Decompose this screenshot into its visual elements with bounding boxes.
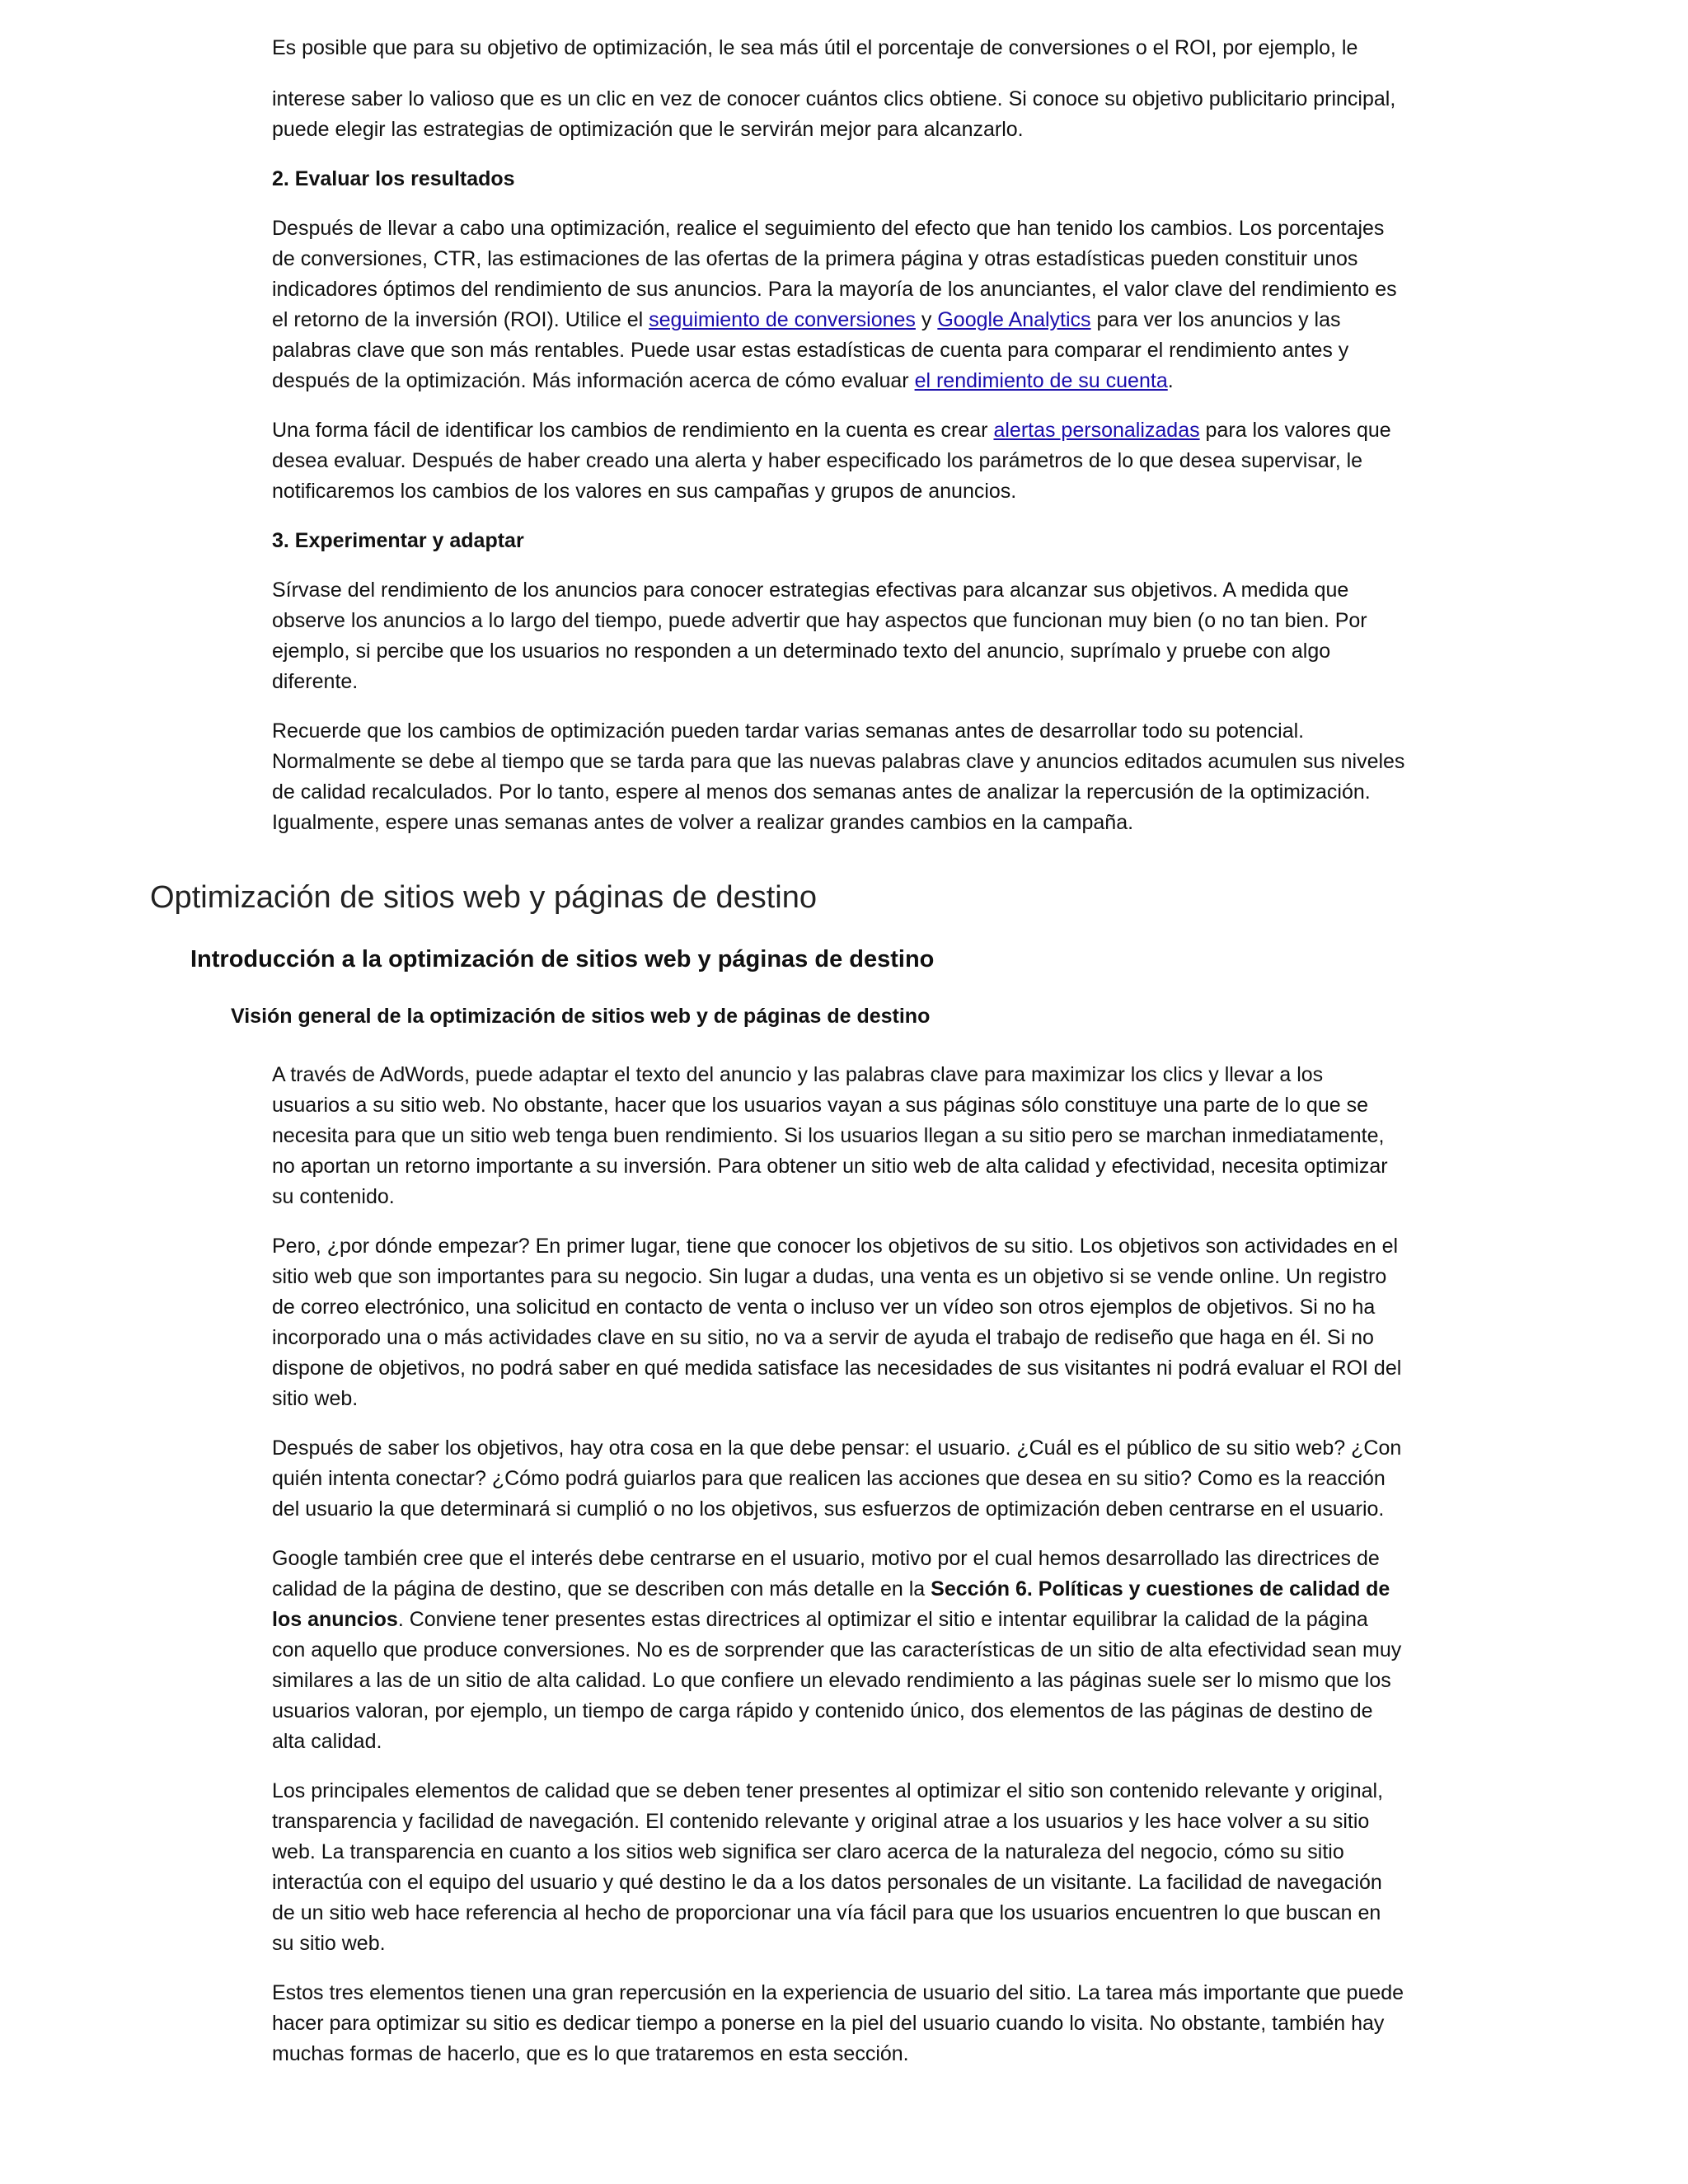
paragraph: A través de AdWords, puede adaptar el texto del anuncio y las palabras clave para maximizar los clics y llevar a los usuarios a su sitio web. No obstante, hacer que los usuarios vayan a sus páginas sólo constituye una parte de lo que se necesita para que un sitio web tenga buen rendimiento. Si los usuarios llegan a su sitio pero se marchan inmediatamente, no aportan un retorno importante a su inversión. Para obtener un sitio web de alta calidad y efectividad, necesita optimizar su contenido. — [272, 1063, 1388, 1208]
text-run: Después de llevar a cabo una optimización, realice el seguimiento del efecto que han tenido los cambios. Los porcentajes de conversiones, CTR, las estimaciones de las ofertas de la primera página y otras estadísticas pueden constituir unos indicadores óptimos del rendimiento de sus anuncios. Para la mayoría de los anunciantes, el valor clave del rendimiento es el retorno de la inversión (ROI). Utilice el — [272, 217, 1397, 331]
link-account-performance[interactable]: el rendimiento de su cuenta — [914, 369, 1168, 392]
overview-block — [272, 1060, 1405, 2088]
link-custom-alerts[interactable]: alertas personalizadas — [993, 419, 1200, 442]
paragraph: Pero, ¿por dónde empezar? En primer lugar, tiene que conocer los objetivos de su sitio. Los objetivos son actividades en el sitio web que son importantes para su negocio. Sin lugar a dudas, una venta es un objetivo si se vende online. Un registro de correo electrónico, una solicitud en contacto de venta o incluso ver un vídeo son otros ejemplos de objetivos. Si no ha incorporado una o más actividades clave en su sitio, no va a servir de ayuda el trabajo de rediseño que haga en él. Si no dispone de objetivos, no podrá saber en qué medida satisface las necesidades de sus visitantes ni podrá evaluar el ROI del sitio web. — [272, 1235, 1402, 1410]
paragraph-alerts — [272, 415, 1405, 507]
cut-off-text: Es posible que para su objetivo de optimización, le sea más útil el porcentaje de conversiones o el ROI, por ejemplo, le — [272, 36, 1358, 59]
text-run: y — [915, 308, 938, 331]
paragraph: Estos tres elementos tienen una gran repercusión en la experiencia de usuario del sitio. La tarea más importante que puede hacer para optimizar su sitio es dedicar tiempo a ponerse en la piel del usuario cuando lo visita. No obstante, también hay muchas formas de hacerlo, que es lo que trataremos en esta sección. — [272, 1981, 1404, 2065]
paragraph-evaluate — [272, 213, 1405, 396]
link-conversion-tracking[interactable]: seguimiento de conversiones — [649, 308, 916, 331]
chapter-title: Introducción a la optimización de sitios web y páginas de destino — [190, 946, 935, 972]
paragraph-guidelines — [272, 1544, 1405, 1757]
paragraph: interese saber lo valioso que es un clic en vez de conocer cuántos clics obtiene. Si conoce su objetivo publicitario principal, puede elegir las estrategias de optimización que le servirán mejor para alcanzarlo. — [272, 87, 1396, 141]
text-run: Google también cree que el interés debe centrarse en el usuario, motivo por el cual hemos desarrollado las directrices de calidad de la página de destino, que se describen con más detalle en la — [272, 1547, 1380, 1601]
text-run: para ver los anuncios y las palabras clave que son más rentables. Puede usar estas estadísticas de cuenta para comparar el rendimiento antes y después de la optimización. Más información acerca de cómo evaluar — [272, 308, 1349, 392]
cut-off-text-line — [272, 36, 1401, 73]
section-reference: Sección 6. Políticas y cuestiones de calidad de los anuncios — [272, 1577, 1390, 1631]
text-run: . — [1167, 369, 1174, 392]
topic-title: Visión general de la optimización de sitios web y de páginas de destino — [231, 1005, 931, 1028]
evaluation-block — [272, 84, 1405, 857]
paragraph: Los principales elementos de calidad que se deben tener presentes al optimizar el sitio son contenido relevante y original, transparencia y facilidad de navegación. El contenido relevante y original atrae a los usuarios y les hace volver a su sitio web. La transparencia en cuanto a los sitios web significa ser claro acerca de la naturaleza del negocio, cómo su sitio interactúa con el equipo del usuario y qué destino le da a los datos personales de un visitante. La facilidad de navegación de un sitio web hace referencia al hecho de proporcionar una vía fácil para que los usuarios encuentren lo que buscan en su sitio web. — [272, 1779, 1384, 1955]
paragraph: Sírvase del rendimiento de los anuncios para conocer estrategias efectivas para alcanzar sus objetivos. A medida que observe los anuncios a lo largo del tiempo, puede advertir que hay aspectos que funcionan muy bien (o no tan bien. Por ejemplo, si percibe que los usuarios no responden a un determinado texto del anuncio, suprímalo y pruebe con algo diferente. — [272, 579, 1367, 693]
text-run: para los valores que desea evaluar. Después de haber creado una alerta y haber especificado los parámetros de lo que desea supervisar, le notificaremos los cambios de los valores en sus campañas y grupos de anuncios. — [272, 419, 1391, 503]
subheading-experiment-adapt: 3. Experimentar y adaptar — [272, 529, 524, 552]
text-run: . Conviene tener presentes estas directrices al optimizar el sitio e intentar equilibrar la calidad de la página con aquello que produce conversiones. No es de sorprender que las características de un sitio de alta efectividad sean muy similares a las de un sitio de alta calidad. Lo que confiere un elevado rendimiento a las páginas suele ser lo mismo que los usuarios valoran, por ejemplo, un tiempo de carga rápido y contenido único, dos elementos de las páginas de destino de alta calidad. — [272, 1608, 1402, 1753]
text-run: Una forma fácil de identificar los cambios de rendimiento en la cuenta es crear — [272, 419, 994, 442]
link-google-analytics[interactable]: Google Analytics — [937, 308, 1091, 331]
paragraph: Recuerde que los cambios de optimización pueden tardar varias semanas antes de desarrollar todo su potencial. Normalmente se debe al tiempo que se tarda para que las nuevas palabras clave y anuncios editados acumulen sus niveles de calidad recalculados. Por lo tanto, espere al menos dos semanas antes de analizar la repercusión de la optimización. Igualmente, espere unas semanas antes de volver a realizar grandes cambios en la campaña. — [272, 719, 1405, 834]
section-title: Optimización de sitios web y páginas de destino — [150, 880, 818, 915]
subheading-evaluate-results: 2. Evaluar los resultados — [272, 167, 515, 190]
paragraph: Después de saber los objetivos, hay otra cosa en la que debe pensar: el usuario. ¿Cuál es el público de su sitio web? ¿Con quién intenta conectar? ¿Cómo podrá guiarlos para que realicen las acciones que desea en su sitio? Como es la reacción del usuario la que determinará si cumplió o no los objetivos, sus esfuerzos de optimización deben centrarse en el usuario. — [272, 1436, 1402, 1521]
